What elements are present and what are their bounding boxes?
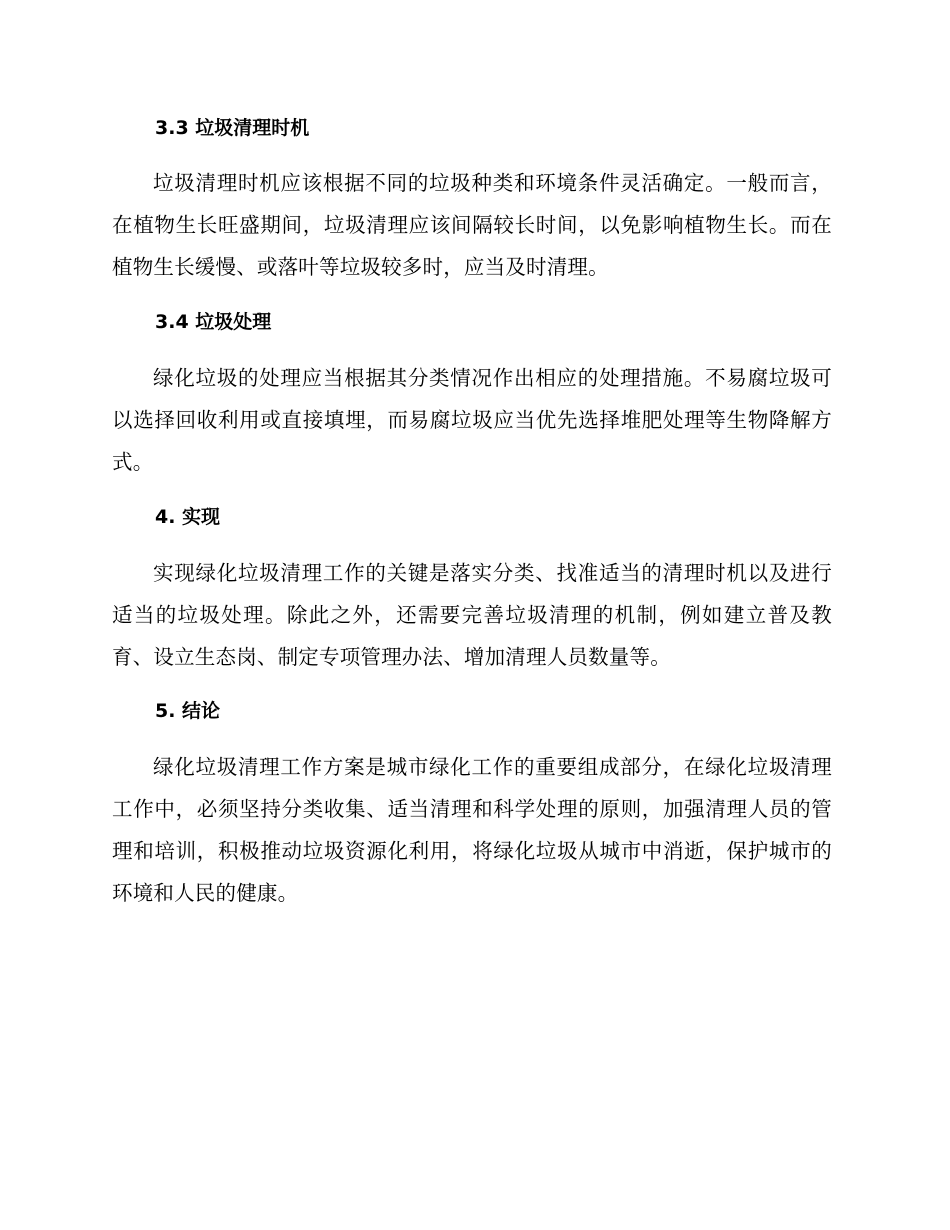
section-body-5: 绿化垃圾清理工作方案是城市绿化工作的重要组成部分，在绿化垃圾清理工作中，必须坚持分类收集、适当清理和科学处理的原则，加强清理人员的管理和培训，积极推动垃圾资源化利用，将绿化垃圾从城市中消逝，保护城市的环境和人民的健康。 bbox=[112, 755, 832, 905]
section-heading-3-4: 3.4 垃圾处理 bbox=[155, 311, 272, 333]
section-body-3-4: 绿化垃圾的处理应当根据其分类情况作出相应的处理措施。不易腐垃圾可以选择回收利用或直接填埋，而易腐垃圾应当优先选择堆肥处理等生物降解方式。 bbox=[112, 366, 832, 474]
section-body-4: 实现绿化垃圾清理工作的关键是落实分类、找准适当的清理时机以及进行适当的垃圾处理。除此之外，还需要完善垃圾清理的机制，例如建立普及教育、设立生态岗、制定专项管理办法、增加清理人员数量等。 bbox=[112, 561, 832, 669]
section-heading-3-3: 3.3 垃圾清理时机 bbox=[155, 117, 310, 139]
section-body-3-3: 垃圾清理时机应该根据不同的垃圾种类和环境条件灵活确定。一般而言，在植物生长旺盛期间，垃圾清理应该间隔较长时间，以免影响植物生长。而在植物生长缓慢、或落叶等垃圾较多时，应当及时清理。 bbox=[112, 171, 832, 279]
section-heading-4: 4. 实现 bbox=[155, 506, 221, 528]
section-heading-5: 5. 结论 bbox=[155, 700, 221, 722]
